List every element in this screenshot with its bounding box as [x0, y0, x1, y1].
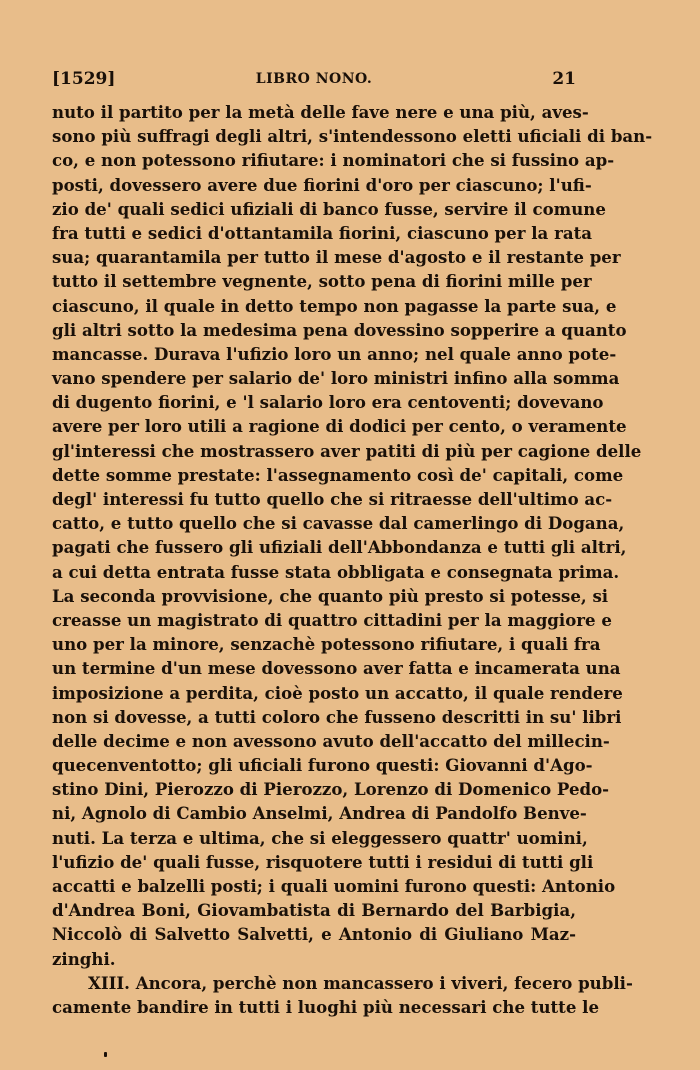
text-line: ni, Agnolo di Cambio Anselmi, Andrea di Pandolfo Benve- [52, 803, 587, 824]
text-line: accatti e balzelli posti; i quali uomini furono questi: Antonio [52, 876, 616, 896]
text-line: posti, dovessero avere due fiorini d'oro per ciascuno; l'ufi- [52, 174, 592, 195]
text-line: zinghi. [52, 948, 116, 969]
text-line: quecenventotto; gli uficiali furono questi: Giovanni d'Ago- [52, 755, 593, 776]
text-line: gl'interessi che mostrassero aver patiti di più per cagione delle [52, 440, 642, 461]
text-line: creasse un magistrato di quattro cittadini per la maggiore e [52, 609, 612, 630]
text-line: vano spendere per salario de' loro ministri infino alla somma [52, 368, 620, 389]
text-line: La seconda provvisione, che quanto più presto si potesse, si [52, 585, 609, 606]
text-line: tutto il settembre vegnente, sotto pena di fiorini mille per [52, 271, 592, 292]
text-line: sono più suffragi degli altri, s'intendessono eletti uficiali di ban- [52, 126, 653, 147]
text-line: non si dovesse, a tutti coloro che fusseno descritti in su' libri [52, 706, 622, 727]
text-line: delle decime e non avessono avuto dell'accatto del millecin- [52, 730, 610, 751]
running-head [52, 64, 576, 94]
text-line: dette somme prestate: l'assegnamento così de' capitali, come [52, 464, 624, 485]
text-line: gli altri sotto la medesima pena dovessino sopperire a quanto [52, 319, 627, 340]
section-line: camente bandire in tutti i luoghi più necessari che tutte le [52, 996, 600, 1017]
page-number: 21 [552, 69, 576, 89]
text-line: degl' interessi fu tutto quello che si ritraesse dell'ultimo ac- [52, 489, 613, 509]
text-line: fra tutti e sedici d'ottantamila fiorini, ciascuno per la rata [52, 222, 592, 243]
text-line: di dugento fiorini, e 'l salario loro era centoventi; dovevano [52, 392, 604, 413]
text-line: co, e non potessono rifiutare: i nominatori che si fussino ap- [52, 150, 615, 171]
section-line: XIII. Ancora, perchè non mancassero i viveri, fecero publi- [88, 972, 633, 993]
text-line: mancasse. Durava l'ufizio loro un anno; nel quale anno pote- [52, 343, 617, 364]
text-line: zio de' quali sedici ufiziali di banco fusse, servire il comune [52, 198, 606, 219]
text-line: l'ufizio de' quali fusse, risquotere tutti i residui di tutti gli [52, 851, 594, 872]
text-line: un termine d'un mese dovessono aver fatta e incamerata una [52, 658, 621, 679]
text-line: catto, e tutto quello che si cavasse dal camerlingo di Dogana, [52, 513, 625, 534]
text-line: imposizione a perdita, cioè posto un accatto, il quale rendere [52, 682, 623, 703]
ink-speck [104, 1052, 107, 1057]
book-page [52, 64, 653, 1019]
text-line: Niccolò di Salvetto Salvetti, e Antonio di Giuliano Maz- [52, 924, 576, 945]
text-line: uno per la minore, senzachè potessono rifiutare, i quali fra [52, 634, 601, 655]
text-line: ciascuno, il quale in detto tempo non pagasse la parte sua, e [52, 295, 617, 316]
text-line: nuto il partito per la metà delle fave nere e una più, aves- [52, 102, 589, 122]
text-line: nuti. La terza e ultima, che si eleggessero quattr' uomini, [52, 827, 588, 848]
year-marker: [1529] [52, 69, 116, 89]
text-line: a cui detta entrata fusse stata obbligata e consegnata prima. [52, 561, 620, 582]
text-line: avere per loro utili a ragione di dodici per cento, o veramente [52, 416, 627, 437]
body-text [52, 100, 653, 1019]
book-title: LIBRO NONO. [255, 71, 373, 87]
text-line: d'Andrea Boni, Giovambatista di Bernardo del Barbigia, [52, 900, 576, 921]
text-line: pagati che fussero gli ufiziali dell'Abbondanza e tutti gli altri, [52, 537, 627, 558]
text-line: stino Dini, Pierozzo di Pierozzo, Lorenzo di Domenico Pedo- [52, 779, 610, 800]
text-line: sua; quarantamila per tutto il mese d'agosto e il restante per [52, 247, 621, 268]
